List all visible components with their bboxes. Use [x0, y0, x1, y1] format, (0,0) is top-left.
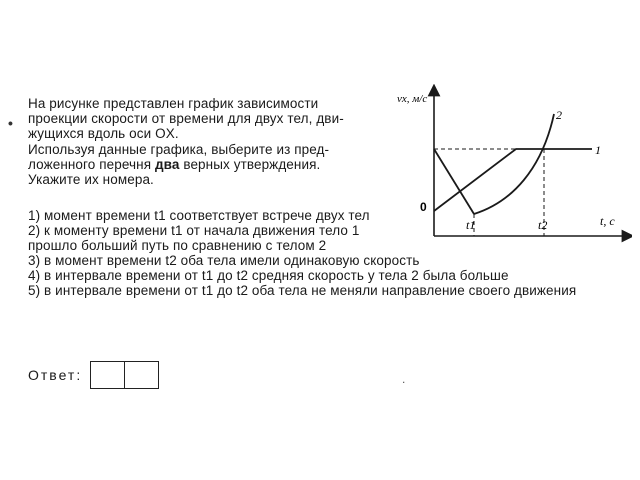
line-2-label: 2 — [556, 108, 562, 122]
intro-line-3: жущихся вдоль оси OX. — [28, 126, 179, 141]
answer-box — [90, 361, 159, 389]
option-5: 5) в интервале времени от t1 до t2 оба тела не меняли направление своего движения — [28, 283, 577, 298]
velocity-time-graph — [392, 84, 632, 244]
instruction-line-2 — [28, 157, 388, 172]
instruction-bold-word: два — [154, 157, 180, 172]
t1-label: t1 — [466, 218, 476, 232]
option-1: 1) момент времени t1 соответствует встрече двух тел — [28, 208, 370, 223]
option-2: 2) к моменту времени t1 от начала движения тело 1 прошло больший путь по сравнению с телом 2 — [28, 223, 360, 253]
intro-line-2: проекции скорости от времени для двух тел, дви- — [28, 111, 344, 126]
answer-label: Ответ: — [28, 367, 83, 383]
instruction-line-2-end: верных утверждения. — [179, 157, 321, 172]
answer-row — [28, 361, 159, 389]
body-2-curve — [474, 114, 554, 214]
bullet-marker: • — [8, 115, 13, 131]
intro-line-1: На рисунке представлен график зависимости — [28, 96, 319, 111]
instruction-line-3: Укажите их номера. — [28, 172, 154, 187]
option-4: 4) в интервале времени от t1 до t2 средняя скорость у тела 2 была больше — [28, 268, 509, 283]
instruction-line-2-start: ложенного перечня — [28, 157, 155, 172]
t2-label: t2 — [538, 218, 548, 232]
instruction-line-1: Используя данные графика, выберите из пред- — [28, 142, 330, 157]
question-text — [28, 96, 388, 187]
origin-label: 0 — [420, 200, 427, 214]
stray-dot: . — [402, 372, 406, 386]
option-3: 3) в момент времени t2 оба тела имели одинаковую скорость — [28, 253, 420, 268]
body-1-line — [434, 149, 592, 211]
x-axis-label: t, с — [600, 214, 615, 228]
y-axis-label: vx, м/с — [397, 93, 428, 105]
answer-cell-1[interactable] — [91, 362, 124, 388]
body-2-falling-segment — [434, 149, 474, 214]
answer-cell-2[interactable] — [124, 362, 158, 388]
line-1-label: 1 — [595, 143, 601, 157]
